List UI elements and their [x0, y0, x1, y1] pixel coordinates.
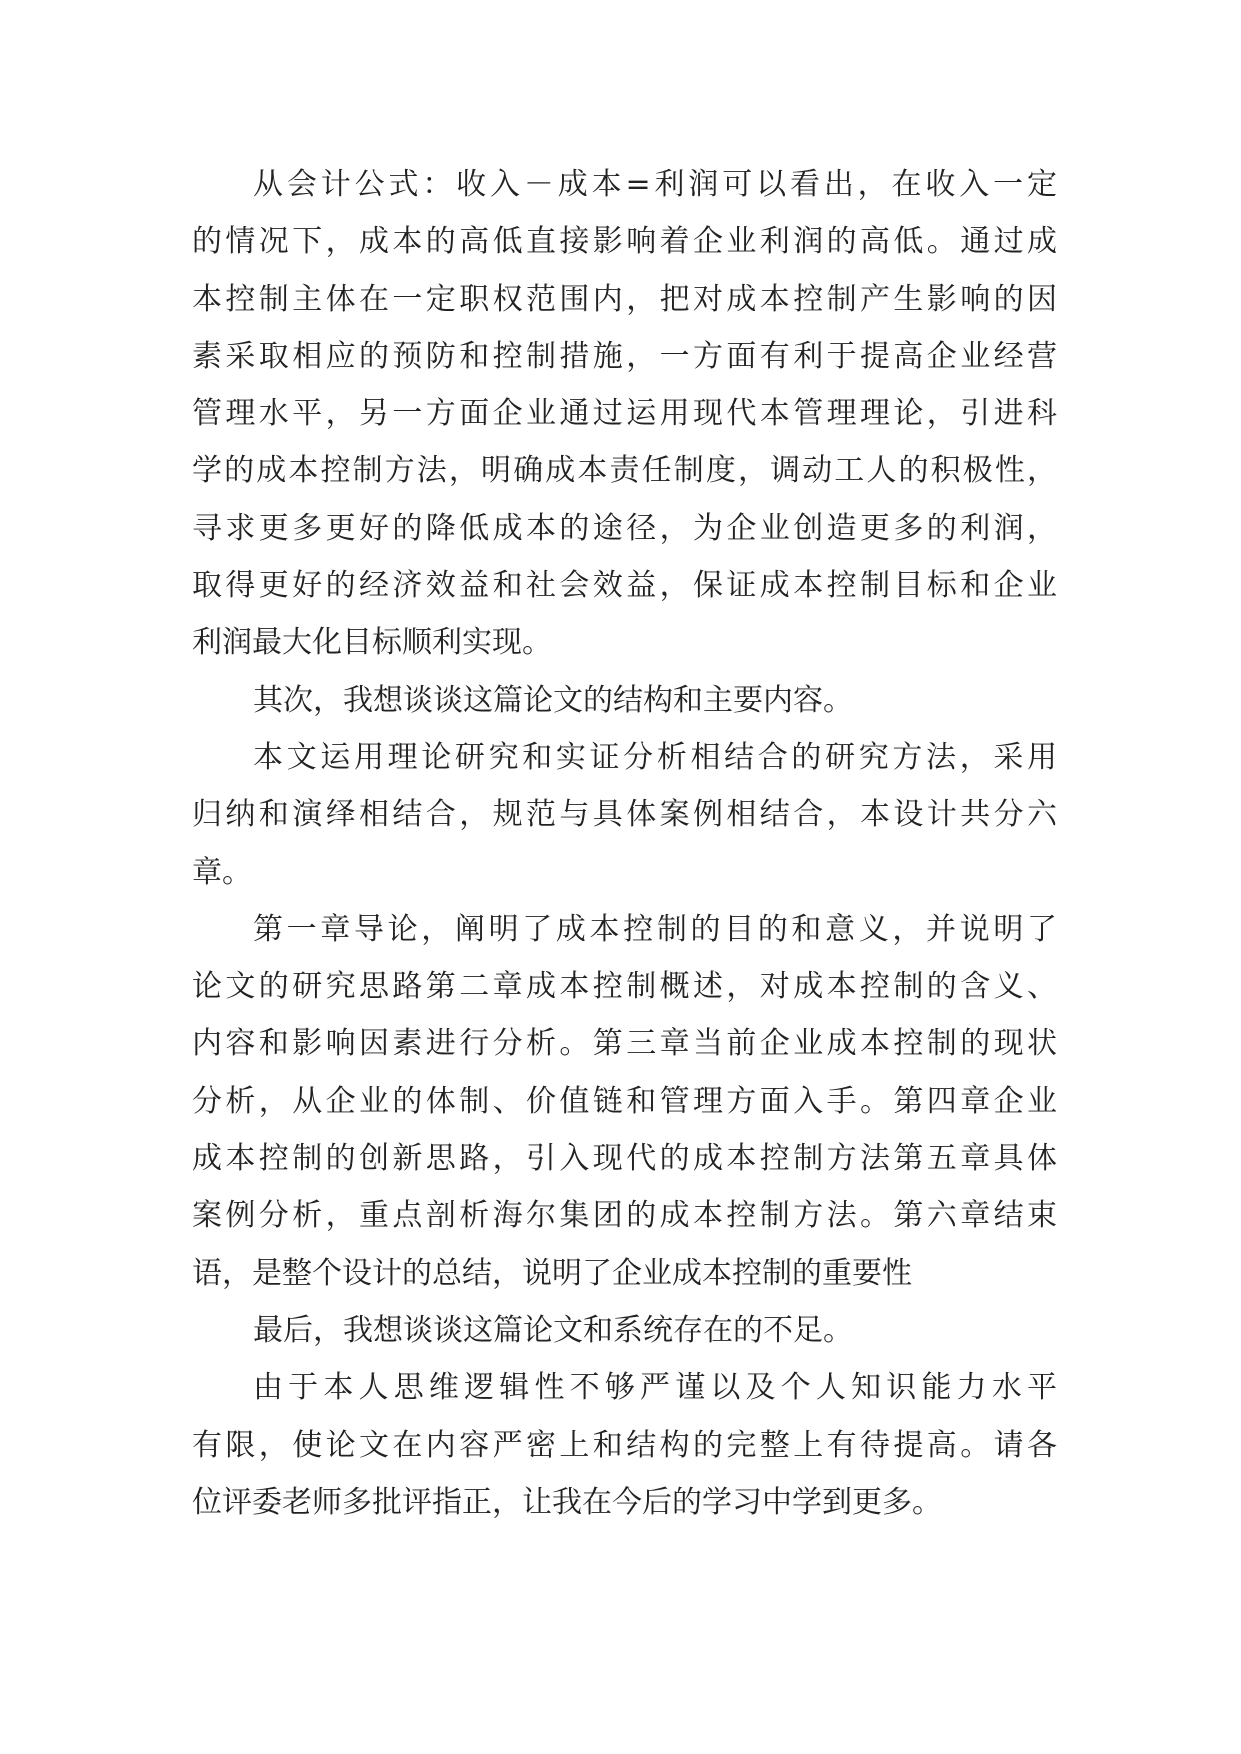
text-line: 内容和影响因素进行分析。第三章当前企业成本控制的现状 [192, 1026, 1057, 1062]
text-line: 位评委老师多批评指正，让我在今后的学习中学到更多。 [192, 1484, 942, 1520]
text-line: 学的成本控制方法，明确成本责任制度，调动工人的积极性， [192, 453, 1057, 489]
text-line: 有限，使论文在内容严密上和结构的完整上有待提高。请各 [192, 1427, 1057, 1463]
text-line: 利润最大化目标顺利实现。 [192, 625, 552, 661]
text-line: 章。 [192, 854, 252, 890]
text-line: 论文的研究思路第二章成本控制概述，对成本控制的含义、 [192, 969, 1057, 1005]
text-line: 成本控制的创新思路，引入现代的成本控制方法第五章具体 [192, 1141, 1057, 1177]
text-line: 素采取相应的预防和控制措施，一方面有利于提高企业经营 [192, 338, 1057, 374]
text-line: 本控制主体在一定职权范围内，把对成本控制产生影响的因 [192, 281, 1057, 317]
text-line: 本文运用理论研究和实证分析相结合的研究方法，采用 [253, 739, 1057, 775]
document-body [192, 156, 1057, 1531]
text-line: 分析，从企业的体制、价值链和管理方面入手。第四章企业 [192, 1083, 1057, 1119]
text-line: 取得更好的经济效益和社会效益，保证成本控制目标和企业 [192, 568, 1057, 604]
text-line: 从会计公式：收入－成本=利润可以看出，在收入一定 [253, 167, 1057, 202]
text-line: 寻求更多更好的降低成本的途径，为企业创造更多的利润， [192, 510, 1057, 546]
text-line: 的情况下，成本的高低直接影响着企业利润的高低。通过成 [192, 224, 1057, 260]
text-line: 第一章导论，阐明了成本控制的目的和意义，并说明了 [253, 911, 1057, 947]
text-line: 由于本人思维逻辑性不够严谨以及个人知识能力水平 [253, 1370, 1057, 1406]
text-line: 案例分析，重点剖析海尔集团的成本控制方法。第六章结束 [192, 1198, 1057, 1234]
text-line: 其次，我想谈谈这篇论文的结构和主要内容。 [253, 682, 853, 718]
text-line: 最后，我想谈谈这篇论文和系统存在的不足。 [253, 1312, 853, 1348]
text-line: 语，是整个设计的总结，说明了企业成本控制的重要性 [192, 1255, 912, 1291]
text-line: 管理水平，另一方面企业通过运用现代本管理理论，引进科 [192, 396, 1057, 432]
text-line: 归纳和演绎相结合，规范与具体案例相结合，本设计共分六 [192, 797, 1057, 833]
